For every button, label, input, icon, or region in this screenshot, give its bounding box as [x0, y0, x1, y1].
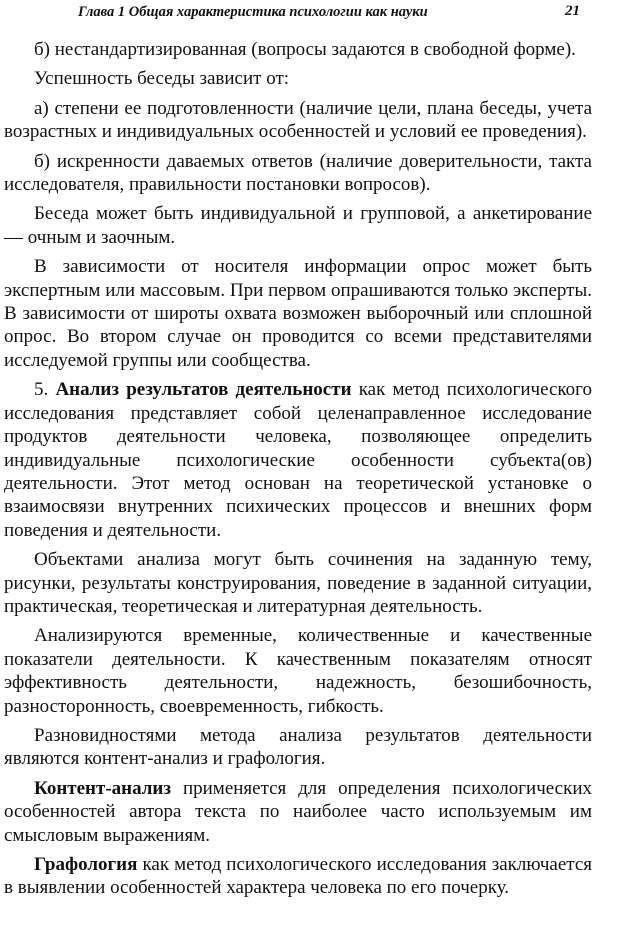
paragraph-preparation: а) степени ее подготовленности (наличие цели, плана беседы, учета возрастных и индивидуальных особенностей и условий ее проведения). [4, 97, 592, 143]
term-graphology: Графология [34, 854, 138, 875]
paragraph-interview-type: б) нестандартизированная (вопросы задаются в свободной форме). [34, 39, 576, 60]
paragraph-sincerity: б) искренности даваемых ответов (наличие доверительности, такта исследователя, правильности постановки вопросов). [4, 150, 592, 196]
paragraph-method-varieties: Разновидностями метода анализа результатов деятельности являются контент-анализ и графология. [4, 724, 592, 770]
paragraph-content-analysis [4, 777, 592, 847]
page-number: 21 [565, 3, 580, 19]
paragraph-activity-analysis [4, 378, 592, 542]
paragraph-interview-forms: Беседа может быть индивидуальной и групповой, а анкетирование — очным и заочным. [4, 203, 592, 248]
running-header [0, 2, 620, 24]
term-activity-analysis: Анализ результатов деятельности [55, 379, 352, 401]
paragraph-survey-types: В зависимости от носителя информации опрос может быть экспертным или массовым. При первом опрашиваются только эксперты. В зависимости от широты охвата возможен выборочный или сплошной опрос. Во втором случае он проводится со всеми представителями исследуемой группы или сообщества. [4, 256, 592, 371]
paragraph-indicators: Анализируются временные, количественные и качественные показатели деятельности. К качественным показателям относят эффективность деятельности, надежность, безошибочность, разносторонность, своевременность, гибкость. [4, 625, 592, 717]
definition-content-analysis: применяется для определения психологических особенностей автора текста по наиболее часто используемым им смысловым выражениям. [4, 777, 592, 846]
definition-graphology: как метод психологического исследования заключается в выявлении особенностей характера человека по его почерку. [4, 854, 592, 899]
section-number: 5. [34, 379, 56, 401]
paragraph-analysis-objects: Объектами анализа могут быть сочинения на заданную тему, рисунки, результаты конструирования, поведение в заданной ситуации, практическая, теоретическая и литературная деятельность. [4, 549, 592, 617]
paragraph-graphology [4, 853, 592, 900]
body-text [4, 38, 592, 906]
chapter-title: Глава 1 Общая характеристика психологии как науки [78, 4, 428, 20]
term-content-analysis: Контент-анализ [34, 777, 172, 799]
paragraph-success-intro: Успешность беседы зависит от: [34, 68, 290, 90]
definition-activity-analysis: как метод психологического исследования представляет собой целенаправленное исследование продуктов деятельности человека, позволяющее определить индивидуальные психологические особенности субъекта(ов) деятельности. Этот метод основан на теоретической установке о взаимосвязи внутренних психических процессов и внешних форм поведения и деятельности. [4, 379, 592, 541]
